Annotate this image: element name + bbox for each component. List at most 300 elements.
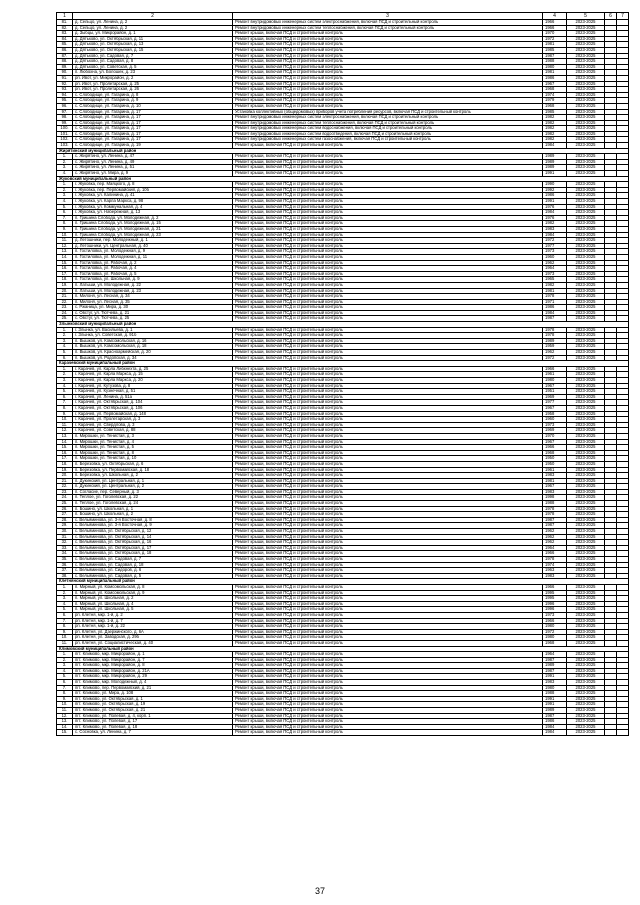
work-type: Ремонт крыши, включая ПСД и строительный контроль <box>233 327 543 333</box>
year-built: 1968 <box>543 103 567 109</box>
year-built: 1962 <box>543 350 567 356</box>
work-type: Ремонт крыши, включая ПСД и строительный контроль <box>233 433 543 439</box>
year-built: 1980 <box>543 685 567 691</box>
year-built: 1961 <box>543 372 567 378</box>
year-built: 1967 <box>543 81 567 87</box>
year-built: 1973 <box>543 422 567 428</box>
row-number: 82. <box>57 25 73 31</box>
address: с. Овстуг, ул. Тютчева, д. 25 <box>73 316 233 322</box>
work-type: Ремонт крыши, включая ПСД и строительный контроль <box>233 215 543 221</box>
work-type: Ремонт крыши, включая ПСД и строительный контроль <box>233 612 543 618</box>
year-built: 1980 <box>543 378 567 384</box>
work-type: Ремонт крыши, включая ПСД и строительный контроль <box>233 523 543 529</box>
period: 2023-2025 <box>567 47 605 53</box>
row-number: 103. <box>57 143 73 149</box>
work-type: Ремонт крыши, включая ПСД и строительный контроль <box>233 378 543 384</box>
period: 2023-2025 <box>567 640 605 646</box>
row-number: 21. <box>57 478 73 484</box>
row-number: 31. <box>57 534 73 540</box>
row-number: 10. <box>57 417 73 423</box>
work-type: Ремонт крыши, включая ПСД и строительный контроль <box>233 596 543 602</box>
work-type: Ремонт крыши, включая ПСД и строительный контроль <box>233 64 543 70</box>
row-number: 33. <box>57 545 73 551</box>
work-type: Ремонт крыши, включая ПСД и строительный контроль <box>233 221 543 227</box>
year-built: 1986 <box>543 193 567 199</box>
period: 2023-2025 <box>567 59 605 65</box>
row-number: 11. <box>57 640 73 646</box>
year-built: 1966 <box>543 25 567 31</box>
period: 2023-2025 <box>567 81 605 87</box>
address: с. Вельяминова, ул. Октябрьская, д. 12 <box>73 529 233 535</box>
address: г. Карачев, ул. Карла Либкнехта, д. 25 <box>73 366 233 372</box>
year-built: 1995 <box>543 596 567 602</box>
address: пгт. Климово, мкр. Микрорайон, д. 1 <box>73 652 233 658</box>
row-number: 29. <box>57 523 73 529</box>
row-number: 5. <box>57 350 73 356</box>
row-number: 1. <box>57 584 73 590</box>
work-type: Ремонт крыши, включая ПСД и строительный контроль <box>233 618 543 624</box>
period: 2023-2025 <box>567 294 605 300</box>
address: рп. Клетня, мкр. 1-й, д. 7 <box>73 618 233 624</box>
row-number: 38. <box>57 573 73 579</box>
row-number: 15. <box>57 730 73 736</box>
row-number: 11. <box>57 238 73 244</box>
work-type: Ремонт крыши, включая ПСД и строительный контроль <box>233 422 543 428</box>
year-built: 1965 <box>543 277 567 283</box>
year-built: 1973 <box>543 271 567 277</box>
year-built: 1982 <box>543 126 567 132</box>
work-type: Ремонт крыши, включая ПСД и строительный контроль <box>233 713 543 719</box>
row-number: 3. <box>57 378 73 384</box>
work-type: Ремонт крыши, включая ПСД и строительный контроль <box>233 204 543 210</box>
period: 2023-2025 <box>567 120 605 126</box>
year-built: 1991 <box>543 199 567 205</box>
year-built: 1981 <box>543 42 567 48</box>
period: 2023-2025 <box>567 64 605 70</box>
work-type: Ремонт крыши, включая ПСД и строительный контроль <box>233 456 543 462</box>
year-built: 1972 <box>543 629 567 635</box>
work-type: Ремонт крыши, включая ПСД и строительный контроль <box>233 445 543 451</box>
row-number: 1. <box>57 182 73 188</box>
period: 2023-2025 <box>567 411 605 417</box>
work-type: Ремонт крыши, включая ПСД и строительный контроль <box>233 366 543 372</box>
period: 2023-2025 <box>567 109 605 115</box>
year-built: 1966 <box>543 445 567 451</box>
year-built: 1984 <box>543 310 567 316</box>
work-type: Ремонт крыши, включая ПСД и строительный контроль <box>233 534 543 540</box>
year-built: 1992 <box>543 187 567 193</box>
year-built: 1962 <box>543 540 567 546</box>
row-number: 8. <box>57 221 73 227</box>
work-type: Ремонт крыши, включая ПСД и строительный контроль <box>233 708 543 714</box>
address: с. Слободище, ул. Гагарина, д. 19 <box>73 143 233 149</box>
period: 2023-2025 <box>567 551 605 557</box>
address: с. Вельяминова, ул. Октябрьская, д. 14 <box>73 534 233 540</box>
row-number: 15. <box>57 260 73 266</box>
row-number: 4. <box>57 383 73 389</box>
year-built: 1962 <box>543 529 567 535</box>
year-built: 1973 <box>543 249 567 255</box>
period: 2023-2025 <box>567 730 605 736</box>
address: п. Согласие, пер. Северный, д. 3 <box>73 489 233 495</box>
row-number: 22. <box>57 484 73 490</box>
row-number: 3. <box>57 193 73 199</box>
period: 2023-2025 <box>567 523 605 529</box>
year-built: 1971 <box>543 299 567 305</box>
address: пгт. Климово, мкр. Молодежный, д. 4 <box>73 680 233 686</box>
address: пгт. Климово, ул. Октябрьская, д. 19 <box>73 702 233 708</box>
year-built: 1982 <box>543 221 567 227</box>
year-built: 1987 <box>543 53 567 59</box>
row-number: 12. <box>57 428 73 434</box>
address: п. Милоня, ул. Лесная, д. 34 <box>73 294 233 300</box>
address: д. Дятьково, ул. Октябрьская, д. 11 <box>73 36 233 42</box>
year-built: 1968 <box>543 450 567 456</box>
period: 2023-2025 <box>567 215 605 221</box>
year-built: 1981 <box>543 288 567 294</box>
address: п. Гостиловка, ул. Рабочая, д. 2 <box>73 260 233 266</box>
work-type: Ремонт внутридомовых инженерных систем теплоснабжения, включая ПСД и строительный контроль <box>233 120 543 126</box>
address: с. Вельяминова, ул. Октябрьская, д. 18 <box>73 551 233 557</box>
year-built: 1950 <box>543 456 567 462</box>
address: п. Мирошки, ул. Тенистая, д. 3 <box>73 433 233 439</box>
period: 2023-2025 <box>567 450 605 456</box>
empty-cell <box>617 730 629 736</box>
row-number: 2. <box>57 159 73 165</box>
row-number: 18. <box>57 277 73 283</box>
work-type: Ремонт крыши, включая ПСД и строительный контроль <box>233 53 543 59</box>
year-built: 1974 <box>543 92 567 98</box>
work-type: Ремонт крыши, включая ПСД и строительный контроль <box>233 316 543 322</box>
address: рп. Ивот, ул. Микрорайон, д. 2 <box>73 75 233 81</box>
address: пгт. Климово, мкр. Микрорайон, д. 21А <box>73 668 233 674</box>
period: 2023-2025 <box>567 680 605 686</box>
address: п. Гришина Слобода, ул. Молодежная, д. 2 <box>73 215 233 221</box>
row-number: 11. <box>57 422 73 428</box>
row-number: 95. <box>57 98 73 104</box>
row-number: 6. <box>57 355 73 361</box>
row-number: 86. <box>57 47 73 53</box>
year-built: 1968 <box>543 87 567 93</box>
year-built: 1987 <box>543 316 567 322</box>
period: 2023-2025 <box>567 350 605 356</box>
year-built: 1978 <box>543 333 567 339</box>
work-type: Ремонт крыши, включая ПСД и строительный контроль <box>233 42 543 48</box>
row-number: 98. <box>57 115 73 121</box>
address: рп. Ивот, ул. Пролетарская, д. 25 <box>73 81 233 87</box>
period: 2023-2025 <box>567 489 605 495</box>
year-built: 1966 <box>543 584 567 590</box>
year-built: 1966 <box>543 20 567 26</box>
address: п. Гостиловка, ул. Школьная, д. 9 <box>73 277 233 283</box>
year-built: 1986 <box>543 719 567 725</box>
period: 2023-2025 <box>567 674 605 680</box>
period: 2023-2025 <box>567 584 605 590</box>
period: 2023-2025 <box>567 612 605 618</box>
period: 2023-2025 <box>567 75 605 81</box>
row-number: 85. <box>57 42 73 48</box>
row-number: 25. <box>57 316 73 322</box>
period: 2023-2025 <box>567 501 605 507</box>
row-number: 5. <box>57 674 73 680</box>
work-type: Ремонт внутридомовых инженерных систем электроснабжения, включая ПСД и строительный контроль <box>233 115 543 121</box>
period: 2023-2025 <box>567 165 605 171</box>
work-type: Ремонт крыши, включая ПСД и строительный контроль <box>233 266 543 272</box>
work-type: Ремонт крыши, включая ПСД и строительный контроль <box>233 59 543 65</box>
period: 2023-2025 <box>567 232 605 238</box>
work-type: Ремонт крыши, включая ПСД и строительный контроль <box>233 439 543 445</box>
year-built: 1978 <box>543 294 567 300</box>
row-number: 102. <box>57 137 73 143</box>
work-type: Ремонт крыши, включая ПСД и строительный контроль <box>233 680 543 686</box>
work-type: Ремонт крыши, включая ПСД и строительный контроль <box>233 238 543 244</box>
period: 2023-2025 <box>567 305 605 311</box>
period: 2023-2025 <box>567 187 605 193</box>
address: с. Слободище, ул. Гагарина, д. 10 <box>73 103 233 109</box>
period: 2023-2025 <box>567 137 605 143</box>
address: с. Вельяминова, ул. 3-я Восточная, д. 9 <box>73 523 233 529</box>
work-type: Ремонт внутридомовых инженерных систем водоотведения, включая ПСД и строительный контроль <box>233 131 543 137</box>
row-number: 1. <box>57 327 73 333</box>
year-built: 1990 <box>543 182 567 188</box>
address: с. Жирятино, ул. Ленина, д. 51 <box>73 165 233 171</box>
address: п. Мирошки, ул. Тенистая, д. 8 <box>73 450 233 456</box>
address: с. Ржаница, ул. Мира, д. 30 <box>73 305 233 311</box>
work-type: Ремонт крыши, включая ПСД и строительный контроль <box>233 724 543 730</box>
work-type: Ремонт внутридомовых инженерных систем электроснабжения, включая ПСД и строительный контроль <box>233 20 543 26</box>
row-number: 28. <box>57 517 73 523</box>
work-type: Ремонт крыши, включая ПСД и строительный контроль <box>233 428 543 434</box>
period: 2023-2025 <box>567 417 605 423</box>
work-type: Установка коллективных (общедомовых) приборов учета потребления ресурсов, включая ПСД и строительный контроль <box>233 109 543 115</box>
work-type: Ремонт крыши, включая ПСД и строительный контроль <box>233 405 543 411</box>
row-number: 2. <box>57 657 73 663</box>
row-number: 81. <box>57 20 73 26</box>
address: пгт. Климово, ул. Мира, д. 108 <box>73 691 233 697</box>
row-number: 3. <box>57 338 73 344</box>
header-cell: 1 <box>57 13 73 20</box>
address: с. Вельяминова, ул. Садовая, д. 5 <box>73 573 233 579</box>
row-number: 6. <box>57 394 73 400</box>
work-type: Ремонт крыши, включая ПСД и строительный контроль <box>233 495 543 501</box>
year-built: 1984 <box>543 210 567 216</box>
period: 2023-2025 <box>567 422 605 428</box>
address: п. Гришина Слобода, ул. Молодежная, д. 21 <box>73 226 233 232</box>
address: с. Вельяминова, ул. Садовая, д. 7 <box>73 557 233 563</box>
work-type: Ремонт крыши, включая ПСД и строительный контроль <box>233 282 543 288</box>
work-type: Ремонт крыши, включая ПСД и строительный контроль <box>233 584 543 590</box>
row-number: 10. <box>57 635 73 641</box>
period: 2023-2025 <box>567 478 605 484</box>
period: 2023-2025 <box>567 663 605 669</box>
work-type: Ремонт крыши, включая ПСД и строительный контроль <box>233 501 543 507</box>
address: пгт. Климово, мкр. Микрорайон, д. 8 <box>73 663 233 669</box>
row-number: 93. <box>57 87 73 93</box>
year-built: 1964 <box>543 652 567 658</box>
work-type: Ремонт крыши, включая ПСД и строительный контроль <box>233 568 543 574</box>
year-built: 1982 <box>543 137 567 143</box>
year-built: 1967 <box>543 439 567 445</box>
work-type: Ремонт крыши, включая ПСД и строительный контроль <box>233 461 543 467</box>
section-title: Жуковский муниципальный район <box>57 176 629 182</box>
row-number: 91. <box>57 75 73 81</box>
work-type: Ремонт крыши, включая ПСД и строительный контроль <box>233 165 543 171</box>
address: пгт. Климово, ул. Полевая, д. 4, корп. 1 <box>73 713 233 719</box>
year-built: 1973 <box>543 612 567 618</box>
period: 2023-2025 <box>567 557 605 563</box>
address: г. Карачев, ул. Ленина, д. 51а <box>73 394 233 400</box>
year-built: 1996 <box>543 601 567 607</box>
address: п. Мирошки, ул. Тенистая, д. 4 <box>73 439 233 445</box>
row-number: 19. <box>57 467 73 473</box>
row-number: 12. <box>57 713 73 719</box>
work-type: Ремонт крыши, включая ПСД и строительный контроль <box>233 103 543 109</box>
row-number: 99. <box>57 120 73 126</box>
period: 2023-2025 <box>567 534 605 540</box>
row-number: 23. <box>57 489 73 495</box>
year-built: 1984 <box>543 232 567 238</box>
section-title: Климовский муниципальный район <box>57 646 629 652</box>
period: 2023-2025 <box>567 171 605 177</box>
address: д. Летошники, ул. Центральная, д. 40 <box>73 243 233 249</box>
address: пгт. Климово, ул. Октябрьская, д. 21 <box>73 708 233 714</box>
year-built: 1967 <box>543 383 567 389</box>
period: 2023-2025 <box>567 366 605 372</box>
address: с. Слободище, ул. Гагарина, д. 17 <box>73 115 233 121</box>
period: 2023-2025 <box>567 691 605 697</box>
address: п. Вышков, ул. Комсомольская, д. 16 <box>73 338 233 344</box>
row-number: 32. <box>57 540 73 546</box>
period: 2023-2025 <box>567 456 605 462</box>
row-number: 7. <box>57 400 73 406</box>
row-number: 30. <box>57 529 73 535</box>
address: п. Вышков, ул. Родопская, д. 34 <box>73 355 233 361</box>
address: д. Сельцо, ул. Ленина, д. 2 <box>73 20 233 26</box>
note <box>605 730 617 736</box>
year-built: 1988 <box>543 59 567 65</box>
work-type: Ремонт крыши, включая ПСД и строительный контроль <box>233 540 543 546</box>
year-built: 1987 <box>543 657 567 663</box>
period: 2023-2025 <box>567 53 605 59</box>
period: 2023-2025 <box>567 400 605 406</box>
address: с. Слободище, ул. Гагарина, д. 17 <box>73 131 233 137</box>
row-number: 96. <box>57 103 73 109</box>
year-built: 1978 <box>543 512 567 518</box>
document-sheet <box>56 12 628 736</box>
work-type: Ремонт крыши, включая ПСД и строительный контроль <box>233 92 543 98</box>
row-number: 9. <box>57 411 73 417</box>
address: п. Гостиловка, ул. Молодежная, д. 9 <box>73 249 233 255</box>
row-number: 18. <box>57 461 73 467</box>
row-number: 7. <box>57 685 73 691</box>
work-type: Ремонт крыши, включая ПСД и строительный контроль <box>233 640 543 646</box>
row-number: 2. <box>57 372 73 378</box>
address: с. Вельяминова, ул. Садовая, д. 18 <box>73 562 233 568</box>
section-title: Карачевский муниципальный район <box>57 361 629 367</box>
address: г. Карачев, ул. Свердлова, д. 3 <box>73 422 233 428</box>
year-built: 1979 <box>543 98 567 104</box>
address: п. Теплое, ул. Гоголевская, д. 24 <box>73 501 233 507</box>
work-type: Ремонт крыши, включая ПСД и строительный контроль <box>233 98 543 104</box>
address: пгт. Климово, пер. Первомайский, д. 21 <box>73 685 233 691</box>
period: 2023-2025 <box>567 210 605 216</box>
work-type: Ремонт крыши, включая ПСД и строительный контроль <box>233 254 543 260</box>
address: рп. Клетня, мкр. 1-й, д. 2 <box>73 612 233 618</box>
header-cell: 5 <box>567 13 605 20</box>
row-number: 35. <box>57 557 73 563</box>
work-type: Ремонт крыши, включая ПСД и строительный контроль <box>233 243 543 249</box>
year-built: 1989 <box>543 165 567 171</box>
address: г. Злынка, ул. Советская, д. 91б <box>73 333 233 339</box>
row-number: 23. <box>57 305 73 311</box>
row-number: 37. <box>57 568 73 574</box>
period: 2023-2025 <box>567 573 605 579</box>
row-number: 1. <box>57 154 73 160</box>
year-built: 1972 <box>543 355 567 361</box>
address: п. Бошино, ул. Школьная, д. 1 <box>73 506 233 512</box>
period: 2023-2025 <box>567 338 605 344</box>
row-number: 84. <box>57 36 73 42</box>
row-number: 9. <box>57 226 73 232</box>
period: 2023-2025 <box>567 433 605 439</box>
address: г. Карачев, ул. Кутузова, д. 8 <box>73 383 233 389</box>
section-title: Злынковский муниципальный район <box>57 322 629 328</box>
period: 2023-2025 <box>567 517 605 523</box>
period: 2023-2025 <box>567 20 605 26</box>
work-type: Ремонт крыши, включая ПСД и строительный контроль <box>233 260 543 266</box>
row-number: 16. <box>57 266 73 272</box>
year-built: 1989 <box>543 338 567 344</box>
address: с. Вельяминова, ул. Октябрьская, д. 17 <box>73 545 233 551</box>
year-built: 1969 <box>543 394 567 400</box>
period: 2023-2025 <box>567 316 605 322</box>
year-built: 1983 <box>543 680 567 686</box>
address: рп. Клетня, ул. Социалистическая, д. 40 <box>73 640 233 646</box>
period: 2023-2025 <box>567 327 605 333</box>
work-type: Ремонт крыши, включая ПСД и строительный контроль <box>233 657 543 663</box>
year-built: 1989 <box>543 154 567 160</box>
header-row <box>57 13 629 20</box>
period: 2023-2025 <box>567 708 605 714</box>
year-built: 1991 <box>543 702 567 708</box>
address: п. Любохна, ул. Болошек, д. 23 <box>73 70 233 76</box>
period: 2023-2025 <box>567 254 605 260</box>
header-cell: 3 <box>233 13 543 20</box>
row-number: 2. <box>57 187 73 193</box>
period: 2023-2025 <box>567 103 605 109</box>
work-type: Ремонт крыши, включая ПСД и строительный контроль <box>233 193 543 199</box>
period: 2023-2025 <box>567 143 605 149</box>
address: г. Жуковка, пер. Маяцкого, д. 8 <box>73 182 233 188</box>
period: 2023-2025 <box>567 271 605 277</box>
year-built: 1981 <box>543 478 567 484</box>
year-built: 1984 <box>543 724 567 730</box>
work-type: Ремонт крыши, включая ПСД и строительный контроль <box>233 31 543 37</box>
work-type: Ремонт крыши, включая ПСД и строительный контроль <box>233 674 543 680</box>
period: 2023-2025 <box>567 473 605 479</box>
year-built: 1964 <box>543 545 567 551</box>
address: г. Жуковка, ул. Карла Маркса, д. 98 <box>73 199 233 205</box>
period: 2023-2025 <box>567 372 605 378</box>
year-built: 1987 <box>543 523 567 529</box>
period: 2023-2025 <box>567 288 605 294</box>
period: 2023-2025 <box>567 445 605 451</box>
work-type: Ремонт крыши, включая ПСД и строительный контроль <box>233 545 543 551</box>
row-number: 24. <box>57 495 73 501</box>
work-type: Ремонт крыши, включая ПСД и строительный контроль <box>233 573 543 579</box>
work-type: Ремонт крыши, включая ПСД и строительный контроль <box>233 182 543 188</box>
work-type: Ремонт внутридомовых инженерных систем водоснабжения, включая ПСД и строительный контроль <box>233 126 543 132</box>
